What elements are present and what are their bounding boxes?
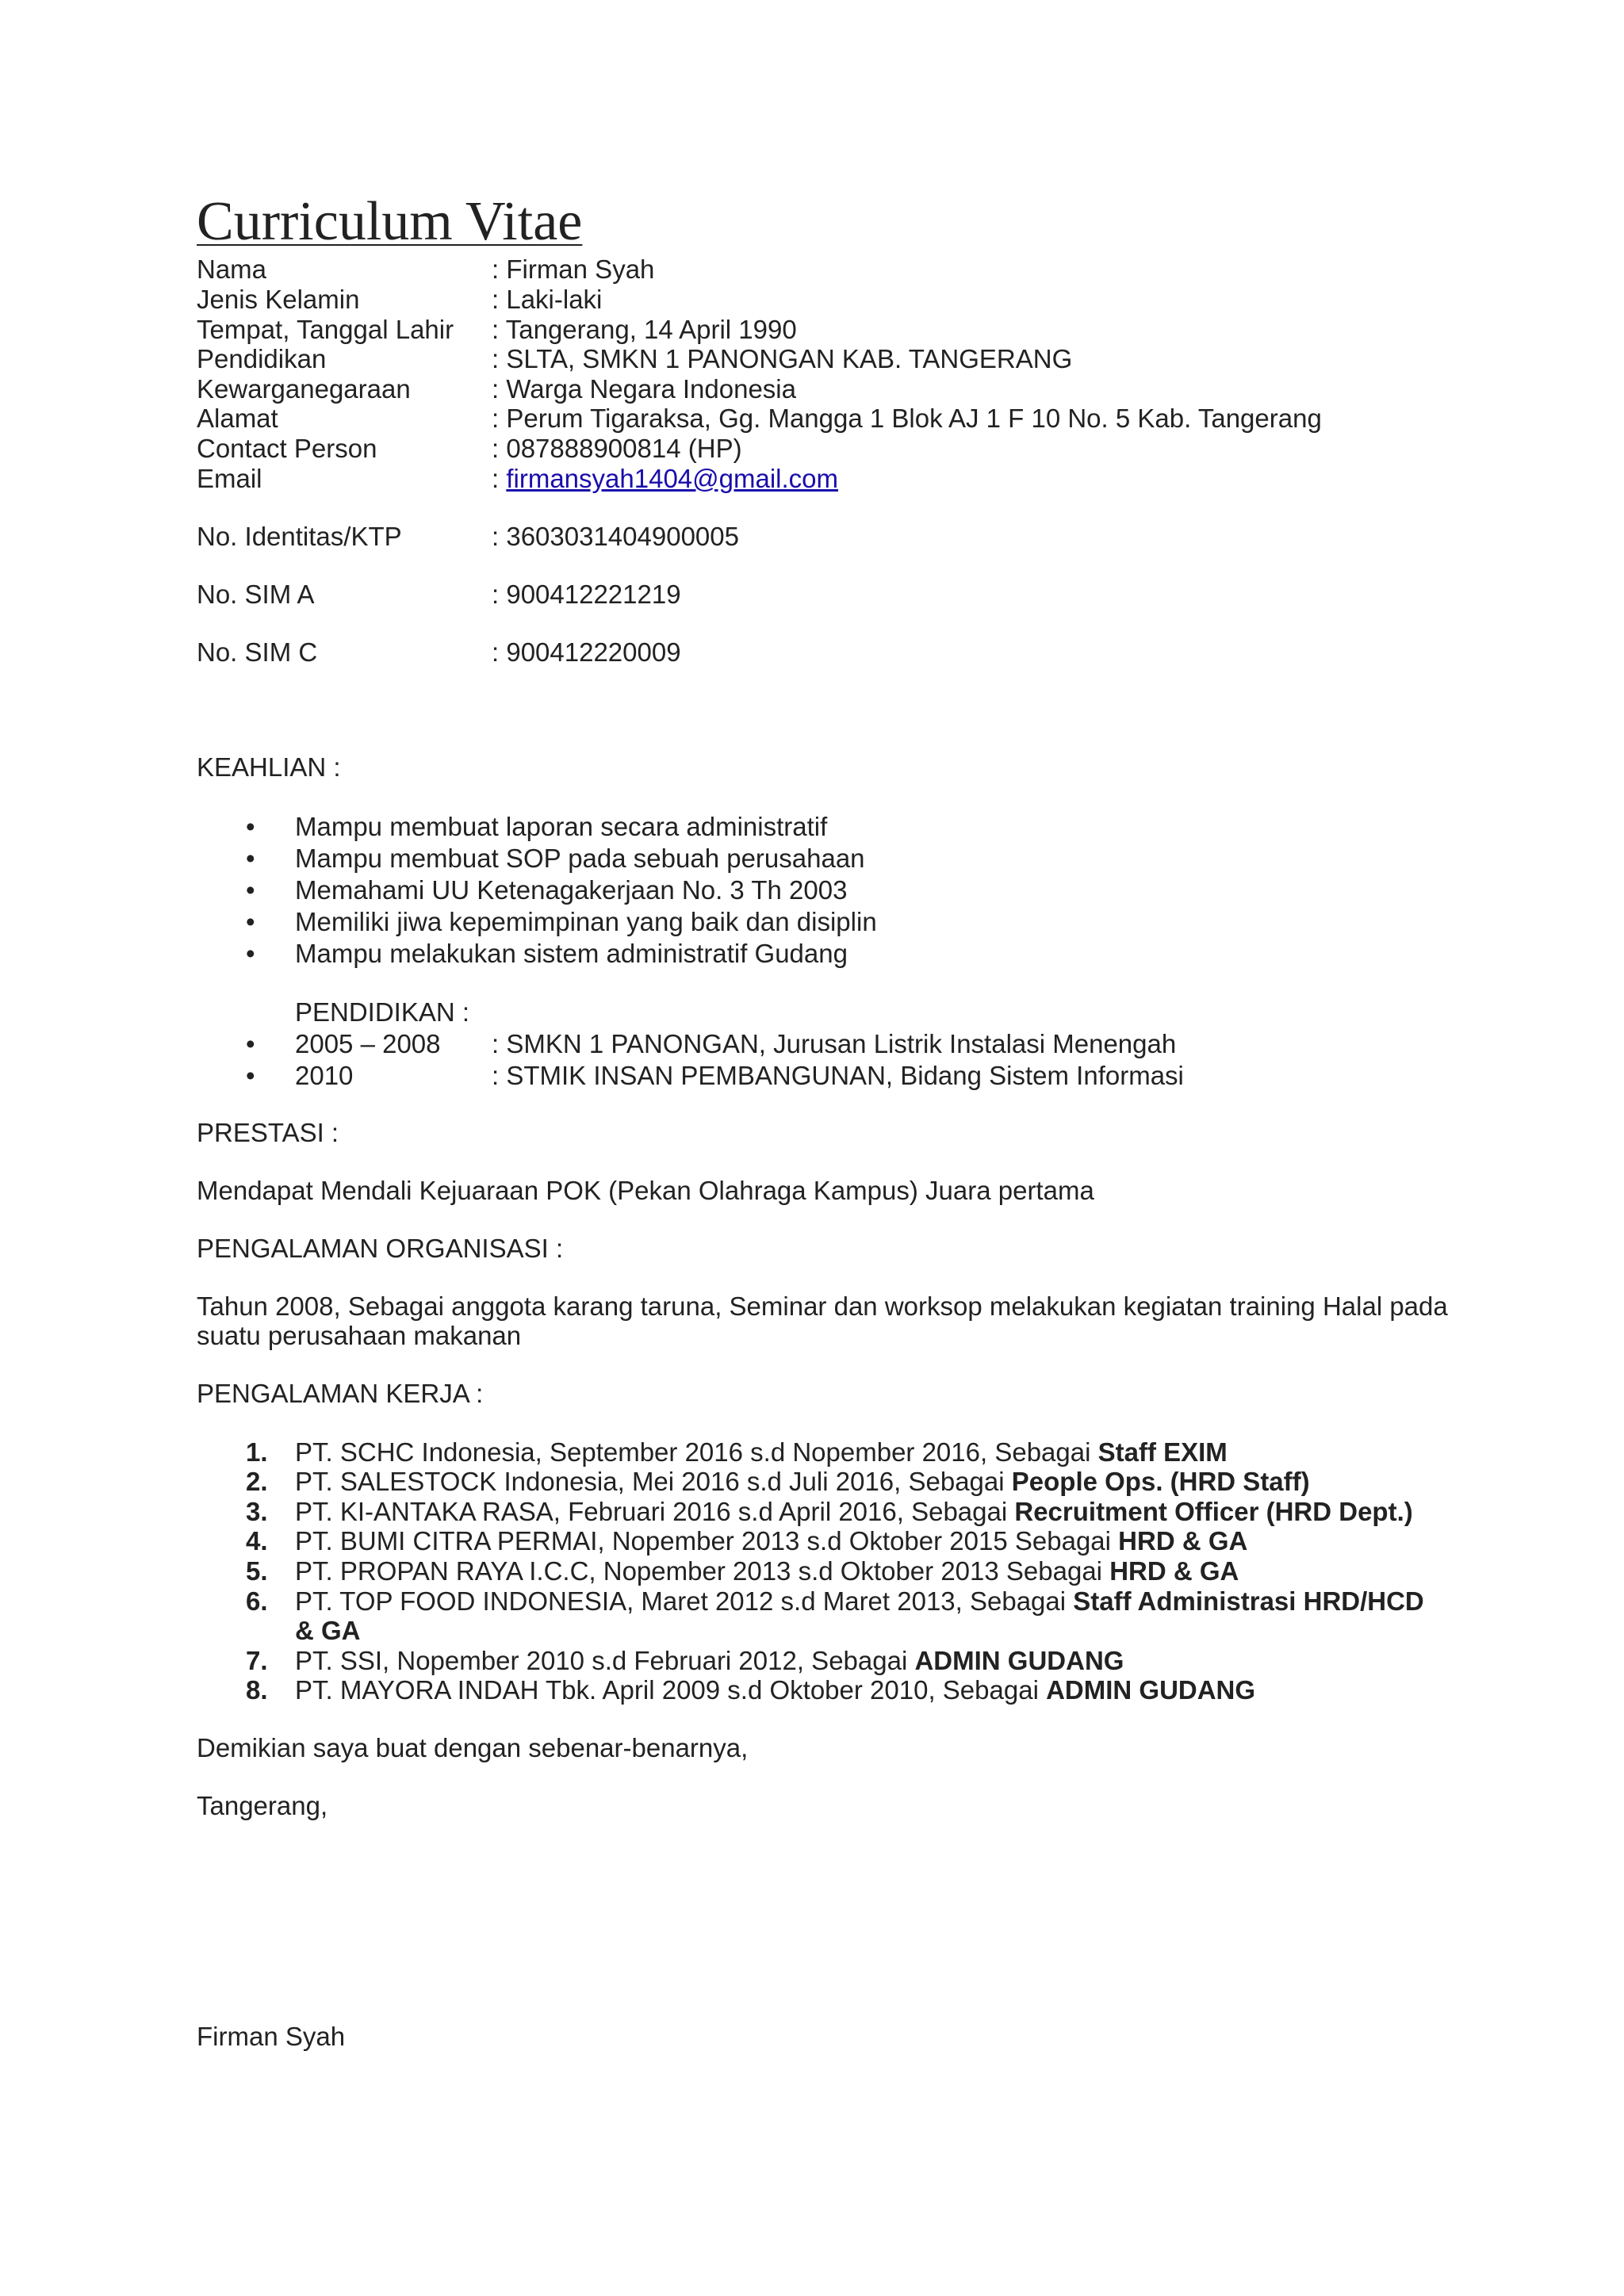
bullet-icon: • [246,875,255,905]
job-number: 2. [246,1467,268,1496]
bullet-icon: • [246,844,255,873]
job-item [295,1556,1437,1586]
job-desc: PT. SALESTOCK Indonesia, Mei 2016 s.d Juli 2016, Sebagai [295,1467,1012,1496]
education-year: 2005 – 2008 [295,1029,441,1058]
info-label: Nama [197,254,267,284]
job-desc: PT. MAYORA INDAH Tbk. April 2009 s.d Oktober 2010, Sebagai [295,1675,1047,1705]
bullet-icon: • [246,1029,255,1058]
job-desc: PT. SCHC Indonesia, September 2016 s.d Nopember 2016, Sebagai [295,1437,1098,1467]
skill-item: Memiliki jiwa kepemimpinan yang baik dan disiplin [295,907,877,936]
info-label: Pendidikan [197,344,327,373]
info-label: Tempat, Tanggal Lahir [197,315,454,344]
closing-statement: Demikian saya buat dengan sebenar-benarnya, [197,1733,749,1762]
skill-item: Mampu membuat SOP pada sebuah perusahaan [295,844,865,873]
info-value: : 087888900814 (HP) [492,434,742,463]
bullet-icon: • [246,907,255,936]
job-desc: PT. PROPAN RAYA I.C.C, Nopember 2013 s.d Oktober 2013 Sebagai [295,1556,1110,1586]
info-value: : 900412221219 [492,580,681,609]
section-heading-organisasi: PENGALAMAN ORGANISASI : [197,1234,564,1263]
section-heading-prestasi: PRESTASI : [197,1118,339,1147]
info-label: Alamat [197,404,278,433]
job-role: People Ops. (HRD Staff) [1011,1467,1310,1496]
section-heading-pendidikan: PENDIDIKAN : [295,997,470,1027]
job-role: Staff EXIM [1097,1437,1228,1467]
bullet-icon: • [246,1061,255,1090]
job-desc: PT. KI-ANTAKA RASA, Februari 2016 s.d April 2016, Sebagai [295,1497,1015,1526]
job-number: 3. [246,1497,268,1526]
info-label: Kewarganegaraan [197,374,411,404]
info-value: : 3603031404900005 [492,522,739,551]
skill-item: Mampu membuat laporan secara administratif [295,812,828,841]
info-value: : Perum Tigaraksa, Gg. Mangga 1 Blok AJ 1 F 10 No. 5 Kab. Tangerang [492,404,1322,433]
info-value: : Warga Negara Indonesia [492,374,796,404]
info-label: Contact Person [197,434,377,463]
job-item [295,1646,1437,1675]
job-desc: PT. BUMI CITRA PERMAI, Nopember 2013 s.d Oktober 2015 Sebagai [295,1526,1119,1556]
job-item [295,1467,1437,1496]
job-desc: PT. TOP FOOD INDONESIA, Maret 2012 s.d Maret 2013, Sebagai [295,1586,1074,1616]
info-value: : Laki-laki [492,285,603,314]
job-role: HRD & GA [1118,1526,1248,1556]
organisasi-text: Tahun 2008, Sebagai anggota karang taruna, Seminar dan worksop melakukan kegiatan training Halal pada suatu perusahaan makanan [197,1292,1448,1350]
section-heading-kerja: PENGALAMAN KERJA : [197,1379,484,1408]
job-number: 1. [246,1437,268,1467]
job-role: Staff Administrasi HRD/HCD & GA [295,1586,1424,1645]
job-number: 5. [246,1556,268,1586]
job-item [295,1497,1437,1526]
job-number: 4. [246,1526,268,1556]
info-value: : 900412220009 [492,637,681,667]
info-value: : Firman Syah [492,254,655,284]
info-value: : SLTA, SMKN 1 PANONGAN KAB. TANGERANG [492,344,1073,373]
job-role: Recruitment Officer (HRD Dept.) [1014,1497,1413,1526]
prestasi-text: Mendapat Mendali Kejuaraan POK (Pekan Olahraga Kampus) Juara pertama [197,1176,1094,1205]
education-item [295,1061,1184,1091]
info-label: No. Identitas/KTP [197,522,402,551]
education-year: 2010 [295,1061,354,1090]
job-role: ADMIN GUDANG [1046,1675,1256,1705]
bullet-icon: • [246,812,255,841]
skill-item: Mampu melakukan sistem administratif Gudang [295,939,848,968]
job-item [295,1675,1437,1705]
section-heading-keahlian: KEAHLIAN : [197,752,341,782]
info-label: Jenis Kelamin [197,285,360,314]
email-link[interactable]: firmansyah1404@gmail.com [506,464,839,493]
job-number: 6. [246,1586,268,1616]
job-item [295,1586,1437,1645]
bullet-icon: • [246,939,255,968]
info-label: No. SIM C [197,637,318,667]
education-desc: : SMKN 1 PANONGAN, Jurusan Listrik Instalasi Menengah [492,1029,1177,1058]
signature-place: Tangerang, [197,1791,328,1820]
document-title: Curriculum Vitae [197,191,583,252]
info-value [492,464,838,494]
info-label: Email [197,464,262,493]
email-prefix: : [492,464,507,493]
education-item [295,1029,1177,1059]
job-item [295,1437,1437,1467]
skill-item: Memahami UU Ketenagakerjaan No. 3 Th 2003 [295,875,848,905]
job-role: HRD & GA [1109,1556,1239,1586]
job-number: 7. [246,1646,268,1675]
job-role: ADMIN GUDANG [914,1646,1124,1675]
education-desc: : STMIK INSAN PEMBANGUNAN, Bidang Sistem Informasi [492,1061,1184,1090]
signature-name: Firman Syah [197,2022,346,2051]
info-label: No. SIM A [197,580,315,609]
job-desc: PT. SSI, Nopember 2010 s.d Februari 2012, Sebagai [295,1646,915,1675]
job-number: 8. [246,1675,268,1705]
info-value: : Tangerang, 14 April 1990 [492,315,797,344]
job-item [295,1526,1437,1556]
